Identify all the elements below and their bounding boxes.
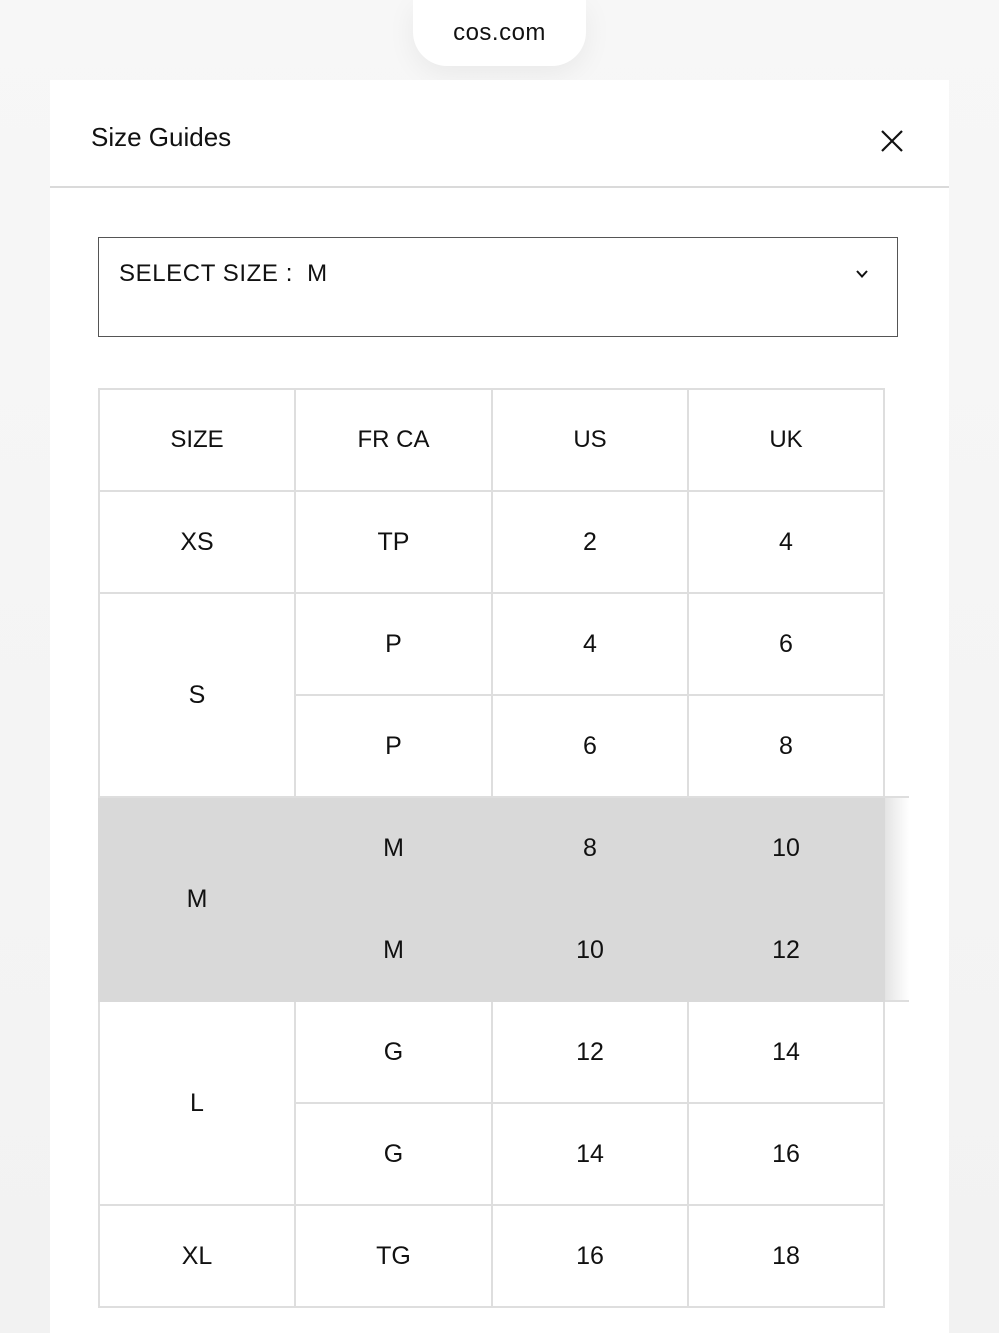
table-header-row [99,389,909,491]
table-row-selected [99,797,909,899]
fr-ca-cell: P [295,695,492,797]
column-header-us: US [492,389,688,491]
close-icon [876,125,908,157]
uk-cell: 6 [688,593,884,695]
url-bar[interactable] [413,0,586,66]
us-cell: 6 [492,695,688,797]
size-select-text [119,260,328,288]
table-row [99,593,909,695]
size-select-label: SELECT SIZE : [119,260,294,287]
us-cell: 16 [492,1205,688,1307]
size-table [98,388,909,1308]
url-text: cos.com [453,19,546,46]
us-cell: 12 [492,1001,688,1103]
us-cell: 8 [492,797,688,899]
column-header-overflow [884,389,909,491]
table-row [99,491,909,593]
uk-cell: 14 [688,1001,884,1103]
us-cell: 14 [492,1103,688,1205]
uk-cell: 4 [688,491,884,593]
uk-cell: 18 [688,1205,884,1307]
scroll-fade [919,388,949,1318]
overflow-cell [884,1205,909,1307]
overflow-cell [884,593,909,695]
us-cell: 10 [492,899,688,1001]
size-guide-modal [50,80,949,1333]
column-header-uk: UK [688,389,884,491]
size-cell-m: M [99,797,295,1001]
overflow-cell [884,797,909,1001]
us-cell: 2 [492,491,688,593]
uk-cell: 10 [688,797,884,899]
fr-ca-cell: M [295,899,492,1001]
fr-ca-cell: M [295,797,492,899]
modal-header [50,80,949,188]
fr-ca-cell: TP [295,491,492,593]
column-header-size: SIZE [99,389,295,491]
fr-ca-cell: G [295,1103,492,1205]
close-button[interactable] [876,125,908,157]
table-row [99,1205,909,1307]
column-header-fr-ca: FR CA [295,389,492,491]
fr-ca-cell: G [295,1001,492,1103]
chevron-down-icon [854,266,870,282]
uk-cell: 8 [688,695,884,797]
size-select-dropdown[interactable] [98,237,898,337]
table-row [99,1001,909,1103]
size-cell-s: S [99,593,295,797]
overflow-cell [884,1001,909,1103]
overflow-cell [884,695,909,797]
size-cell-xl: XL [99,1205,295,1307]
uk-cell: 12 [688,899,884,1001]
size-cell-l: L [99,1001,295,1205]
fr-ca-cell: TG [295,1205,492,1307]
size-cell-xs: XS [99,491,295,593]
fr-ca-cell: P [295,593,492,695]
modal-title: Size Guides [91,122,232,152]
overflow-cell [884,491,909,593]
uk-cell: 16 [688,1103,884,1205]
overflow-cell [884,1103,909,1205]
us-cell: 4 [492,593,688,695]
size-select-value: M [307,260,328,287]
size-table-container[interactable] [98,388,949,1318]
